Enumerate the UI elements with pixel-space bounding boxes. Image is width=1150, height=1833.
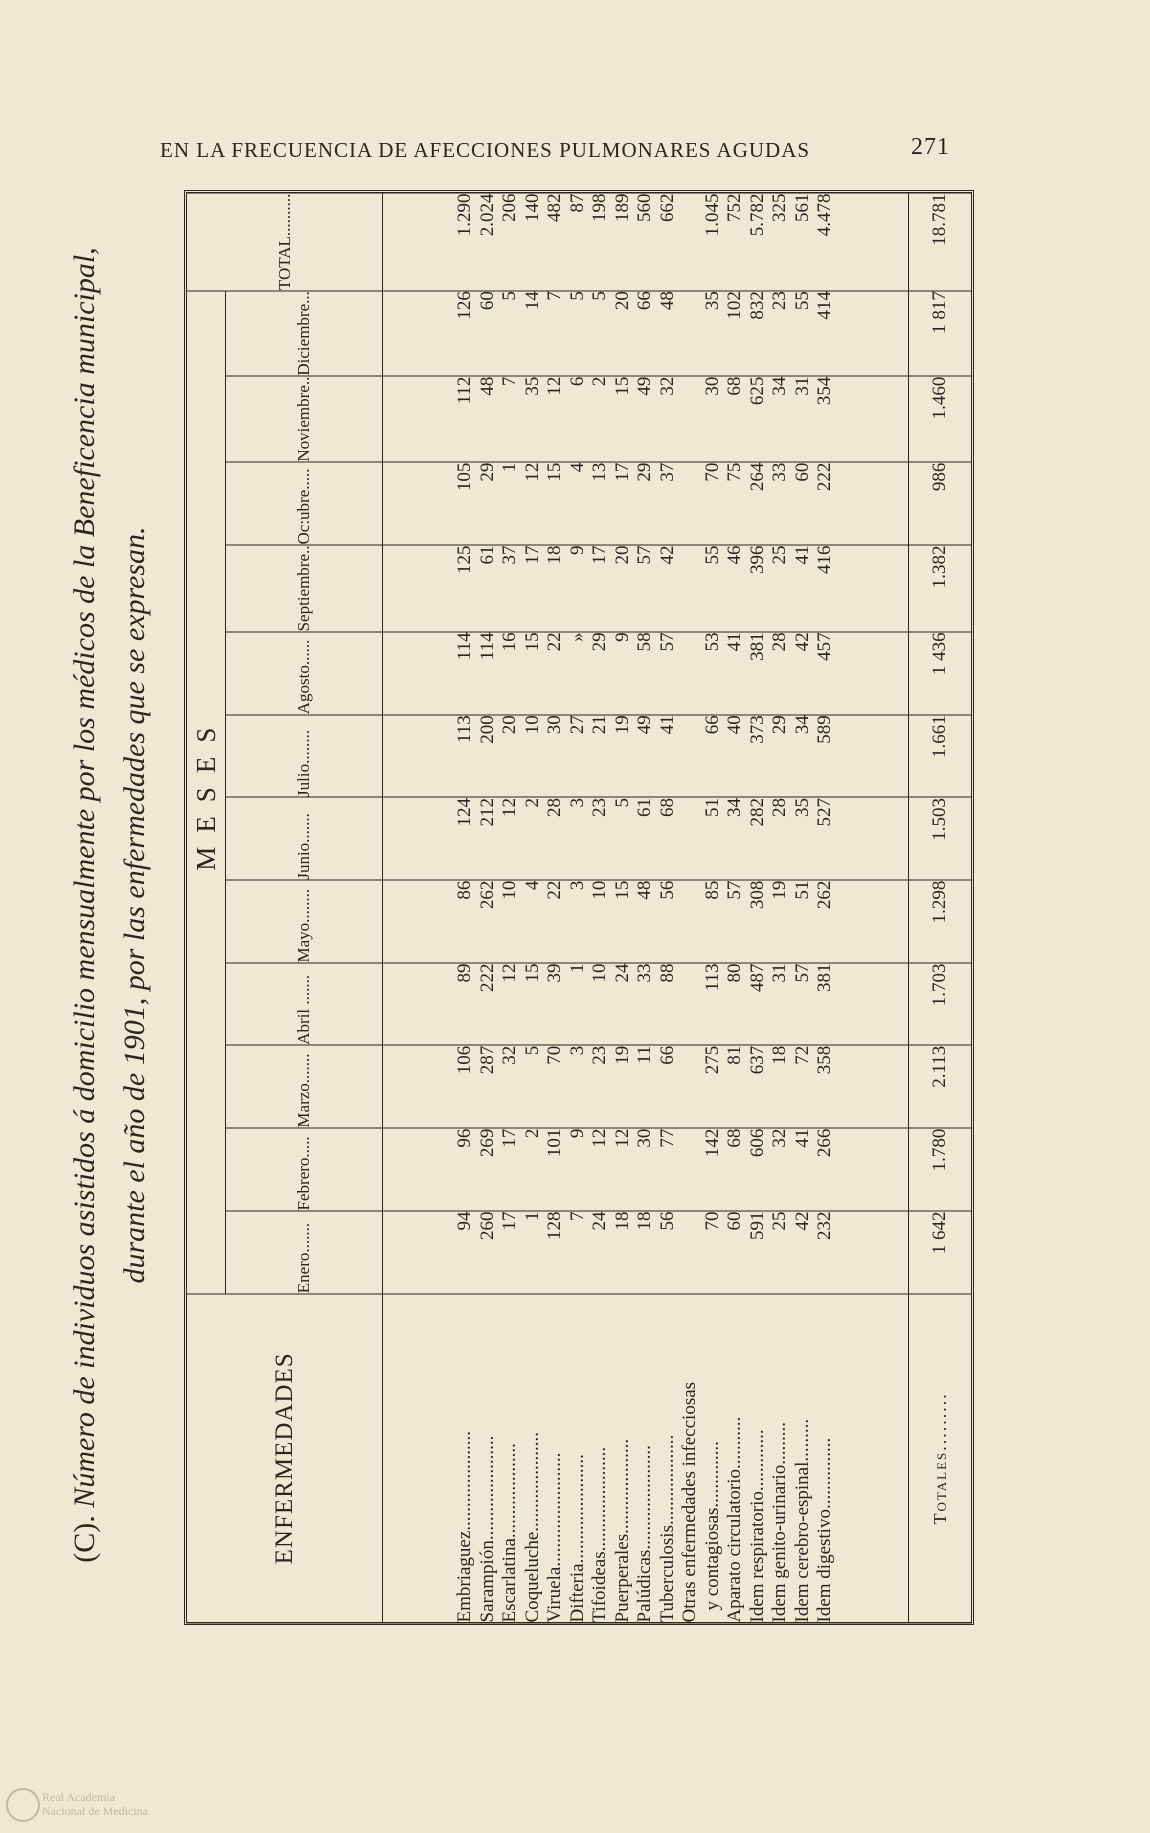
table-cell: 10 (589, 880, 611, 900)
table-cell: 13 (589, 462, 611, 482)
table-cell: 662 (656, 193, 678, 222)
table-cell: 354 (814, 376, 836, 405)
table-cell (679, 632, 702, 714)
table-cell: 18 (634, 1210, 656, 1230)
page-number: 271 (911, 134, 950, 160)
disease-label: Viruela........................ (544, 1452, 566, 1622)
table-cell: 21 (589, 714, 611, 734)
table-cell: 560 (634, 193, 656, 222)
disease-label: Idem cerebro-espinal......... (791, 1418, 813, 1622)
table-cell (679, 880, 702, 962)
disease-label: Tifoideas...................... (589, 1446, 611, 1622)
table-cell: 7 (566, 1210, 588, 1221)
table-cell: 140 (521, 193, 543, 222)
table-cell: 46 (724, 544, 746, 564)
month-header: Diciembre... (226, 290, 383, 376)
table-cell: 29 (634, 462, 656, 482)
table-cell (679, 1045, 702, 1127)
table-cell: 15 (611, 880, 633, 900)
table-cell: 396 (746, 544, 768, 574)
table-cell: 12 (521, 462, 543, 482)
table-cell: 1 (499, 462, 521, 472)
table-cell: 3 (566, 1045, 588, 1055)
table-cell: 61 (634, 797, 656, 817)
table-cell: 275 (701, 1045, 723, 1074)
table-cell: 32 (499, 1045, 521, 1065)
table-cell: 56 (656, 880, 678, 900)
table-cell: 113 (701, 963, 723, 991)
table-cell: 5 (566, 290, 588, 301)
table-cell (679, 963, 702, 1044)
table-cell: 66 (656, 1045, 678, 1065)
table-cell: 19 (611, 1045, 633, 1065)
table-cell: 86 (454, 880, 476, 900)
table-cell: 262 (476, 880, 498, 909)
table-cell (679, 376, 702, 461)
table-cell: 68 (724, 376, 746, 396)
table-cell: 3 (566, 880, 588, 890)
table-cell: 128 (544, 1210, 566, 1240)
table-cell: 282 (746, 797, 768, 826)
table-cell: 5.782 (746, 193, 768, 236)
disease-label: y contagiosas.............. (701, 1440, 723, 1610)
table-cell: 17 (499, 1210, 521, 1230)
table-cell: 752 (724, 193, 746, 222)
table-cell: 24 (611, 963, 633, 982)
table-cell: 5 (611, 797, 633, 807)
table-cell: 105 (454, 462, 476, 491)
month-column (383, 1128, 909, 1211)
table-cell: 325 (769, 193, 791, 222)
table-cell: 34 (724, 797, 746, 817)
table-cell: 23 (589, 1045, 611, 1065)
table-cell: 16 (499, 631, 521, 651)
month-total: 1.703 (909, 963, 972, 1045)
disease-label: Difteria....................... (566, 1453, 588, 1622)
table-cell: 23 (589, 797, 611, 817)
table-cell: 33 (769, 462, 791, 482)
table-cell: 222 (814, 462, 836, 491)
table-cell: 29 (476, 462, 498, 482)
month-total: 1 642 (909, 1210, 972, 1293)
table-cell: 30 (701, 376, 723, 396)
table-cell: 34 (791, 714, 813, 734)
table-cell: 106 (454, 1045, 476, 1074)
table-cell: 66 (701, 714, 723, 734)
table-cell: 42 (791, 1210, 813, 1230)
table-cell: 381 (814, 963, 836, 992)
caption-label: (C). (68, 1515, 101, 1563)
table-cell: 18 (544, 544, 566, 564)
table-cell: 57 (656, 631, 678, 651)
table-cell: 9 (566, 1128, 588, 1138)
table-cell: 457 (814, 631, 836, 661)
table-cell: 49 (634, 376, 656, 396)
table-cell: 34 (769, 376, 791, 396)
table-cell: 17 (499, 1128, 521, 1148)
academy-seal-icon (6, 1788, 40, 1822)
table-cell: 625 (746, 376, 768, 405)
table-cell: 57 (634, 544, 656, 564)
table-cell (679, 462, 702, 544)
table-cell: 37 (656, 462, 678, 482)
table-cell: 14 (521, 290, 543, 310)
table-cell: 3 (566, 797, 588, 807)
table-cell (679, 193, 702, 290)
table-cell: 260 (476, 1210, 498, 1240)
table-cell: 28 (544, 797, 566, 817)
table-cell: 5 (521, 1045, 543, 1055)
table-cell: 264 (746, 462, 768, 491)
table-cell: 262 (814, 880, 836, 909)
disease-label: Otras enfermedades infecciosas (679, 1381, 701, 1622)
table-cell: 20 (611, 544, 633, 564)
table-cell: 200 (476, 714, 498, 744)
table-cell: 68 (724, 1128, 746, 1148)
table-cell: 40 (724, 714, 746, 734)
table-cell: 561 (791, 193, 813, 222)
table-cell: 206 (499, 193, 521, 222)
month-header: Febrero..... (226, 1128, 383, 1211)
table-cell: 591 (746, 1210, 768, 1240)
table-cell: 23 (769, 290, 791, 310)
table-cell: 212 (476, 797, 498, 826)
table-cell: 7 (499, 376, 521, 386)
table-cell: 20 (499, 714, 521, 734)
table-cell: 60 (791, 462, 813, 482)
statistics-grid (186, 192, 972, 1623)
table-cell: 606 (746, 1128, 768, 1157)
table-cell: 17 (611, 462, 633, 482)
table-cell: 373 (746, 714, 768, 744)
month-column (383, 290, 909, 376)
month-column (383, 544, 909, 631)
table-cell: 4.478 (814, 193, 836, 236)
table-cell: 57 (724, 880, 746, 900)
table-cell: » (566, 631, 588, 642)
grand-total: 18.781 (909, 193, 972, 291)
table-cell: 96 (454, 1128, 476, 1148)
table-cell: 114 (454, 631, 476, 660)
table-cell: 12 (544, 376, 566, 396)
table-cell: 55 (791, 290, 813, 310)
month-total: 1.661 (909, 714, 972, 797)
statistics-table (184, 190, 974, 1625)
table-cell: 48 (634, 880, 656, 900)
table-cell: 48 (476, 376, 498, 396)
table-cell: 25 (769, 544, 791, 564)
month-column (383, 880, 909, 963)
table-cell: 482 (544, 193, 566, 222)
table-cell: 41 (656, 714, 678, 734)
month-header: Septiembre.. (226, 544, 383, 631)
table-cell: 15 (611, 376, 633, 396)
table-cell: 33 (634, 963, 656, 982)
header-enfermedades: ENFERMEDADES (187, 1293, 383, 1622)
disease-label: Embriaguez..................... (454, 1430, 476, 1622)
disease-label: Puerperales.................... (611, 1438, 633, 1622)
table-cell (679, 1128, 702, 1210)
table-cell: 358 (814, 1045, 836, 1074)
table-cell: 28 (769, 797, 791, 817)
table-cell: 269 (476, 1128, 498, 1157)
month-total: 1 817 (909, 290, 972, 376)
table-cell: 10 (499, 880, 521, 900)
table-cell: 42 (656, 544, 678, 564)
table-cell: 5 (499, 290, 521, 301)
month-header: Mayo........ (226, 880, 383, 963)
table-cell (679, 291, 702, 376)
table-cell: 30 (544, 714, 566, 734)
month-total: 1.382 (909, 544, 972, 631)
table-cell: 15 (521, 631, 543, 651)
table-cell: 60 (724, 1210, 746, 1230)
month-header: Junio....... (226, 797, 383, 880)
table-cell: 102 (724, 290, 746, 320)
month-total: 1.460 (909, 376, 972, 462)
table-cell: 41 (791, 1128, 813, 1148)
table-cell: 2 (521, 1128, 543, 1138)
table-cell: 832 (746, 290, 768, 320)
table-cell: 77 (656, 1128, 678, 1148)
month-header: Noviembre.. (226, 376, 383, 462)
table-cell: 66 (634, 290, 656, 310)
disease-label: Idem digestivo............... (814, 1437, 836, 1622)
table-cell: 9 (611, 631, 633, 642)
month-column (383, 1210, 909, 1293)
month-column (383, 714, 909, 797)
table-cell: 101 (544, 1128, 566, 1157)
month-header: Agosto...... (226, 631, 383, 714)
table-cell: 72 (791, 1045, 813, 1065)
table-cell: 12 (499, 963, 521, 982)
table-cell: 51 (791, 880, 813, 900)
table-cell: 222 (476, 963, 498, 992)
disease-label: Aparato circulatorio........... (724, 1416, 746, 1622)
table-cell: 5 (589, 290, 611, 301)
table-caption (60, 220, 170, 1590)
table-cell: 10 (589, 963, 611, 982)
table-cell: 22 (544, 880, 566, 900)
table-cell: 1 (521, 1210, 543, 1221)
table-cell: 29 (769, 714, 791, 734)
table-cell: 68 (656, 797, 678, 817)
table-cell (679, 1211, 702, 1293)
table-cell: 35 (701, 290, 723, 310)
table-cell: 527 (814, 797, 836, 826)
disease-label: Idem respiratorio............. (746, 1428, 768, 1622)
table-cell: 70 (544, 1045, 566, 1065)
table-cell: 53 (701, 631, 723, 651)
table-cell: 4 (566, 462, 588, 472)
table-cell: 70 (701, 462, 723, 482)
table-cell: 198 (589, 193, 611, 222)
header-meses: MESES (187, 290, 226, 1293)
month-header: Abril ....... (226, 963, 383, 1045)
table-cell: 7 (544, 290, 566, 301)
table-cell: 414 (814, 290, 836, 320)
table-cell: 124 (454, 797, 476, 826)
month-header: Enero....... (226, 1210, 383, 1293)
table-cell: 2 (589, 376, 611, 386)
table-cell: 2.024 (476, 193, 498, 236)
table-cell: 308 (746, 880, 768, 909)
table-cell: 232 (814, 1210, 836, 1240)
table-cell: 51 (701, 797, 723, 817)
table-cell: 70 (701, 1210, 723, 1230)
header-total: TOTAL.......... (187, 193, 383, 291)
table-cell: 88 (656, 963, 678, 982)
table-cell: 113 (454, 714, 476, 743)
disease-list (383, 1293, 909, 1622)
month-header: Julio........ (226, 714, 383, 797)
table-cell: 10 (521, 714, 543, 734)
month-header: Oc:ubre..... (226, 462, 383, 545)
month-total: 1.298 (909, 880, 972, 963)
table-cell: 85 (701, 880, 723, 900)
table-cell: 24 (589, 1210, 611, 1230)
table-cell: 80 (724, 963, 746, 982)
table-cell: 6 (566, 376, 588, 386)
watermark-line1: Real Academia (42, 1790, 115, 1804)
table-cell: 57 (791, 963, 813, 982)
total-column (383, 193, 909, 291)
table-cell: 41 (724, 631, 746, 651)
table-cell: 35 (791, 797, 813, 817)
table-cell: 35 (521, 376, 543, 396)
month-total: 1 436 (909, 631, 972, 714)
table-cell: 416 (814, 544, 836, 574)
table-cell: 126 (454, 290, 476, 320)
table-cell: 32 (656, 376, 678, 396)
table-cell: 25 (769, 1210, 791, 1230)
table-cell: 81 (724, 1045, 746, 1065)
table-cell: 61 (476, 544, 498, 564)
table-cell: 42 (791, 631, 813, 651)
month-column (383, 963, 909, 1045)
table-cell: 94 (454, 1210, 476, 1230)
disease-label: Palúdicas...................... (634, 1444, 656, 1622)
table-cell: 2 (521, 797, 543, 807)
month-total: 1.503 (909, 797, 972, 880)
table-cell: 18 (611, 1210, 633, 1230)
table-cell: 89 (454, 963, 476, 982)
table-cell: 142 (701, 1128, 723, 1157)
table-cell: 48 (656, 290, 678, 310)
table-cell: 28 (769, 631, 791, 651)
table-cell: 112 (454, 376, 476, 404)
table-cell: 12 (499, 797, 521, 817)
table-cell: 60 (476, 290, 498, 310)
month-column (383, 1045, 909, 1128)
table-cell: 1.045 (701, 193, 723, 236)
table-cell: 31 (769, 963, 791, 982)
month-total: 1.780 (909, 1128, 972, 1211)
table-cell: 20 (611, 290, 633, 310)
disease-label: Sarampión...................... (476, 1435, 498, 1622)
table-cell: 9 (566, 544, 588, 555)
table-cell: 37 (499, 544, 521, 564)
running-title: EN LA FRECUENCIA DE AFECCIONES PULMONARES AGUDAS (160, 138, 811, 162)
table-cell: 114 (476, 631, 498, 660)
table-cell: 15 (521, 963, 543, 982)
table-cell: 31 (791, 376, 813, 396)
table-cell: 58 (634, 631, 656, 651)
table-cell: 1.290 (454, 193, 476, 236)
table-cell: 19 (769, 880, 791, 900)
month-total: 2.113 (909, 1045, 972, 1128)
table-cell: 381 (746, 631, 768, 661)
disease-label: Tuberculosis................... (656, 1434, 678, 1622)
table-cell: 12 (611, 1128, 633, 1148)
table-cell: 1 (566, 963, 588, 973)
table-cell (679, 715, 702, 797)
table-cell: 49 (634, 714, 656, 734)
table-cell: 17 (521, 544, 543, 564)
table-cell: 30 (634, 1128, 656, 1148)
table-cell: 41 (791, 544, 813, 564)
table-cell: 29 (589, 631, 611, 651)
totals-label: Totales......... (909, 1293, 972, 1622)
table-cell: 27 (566, 714, 588, 734)
disease-label: Coqueluche..................... (521, 1431, 543, 1622)
table-cell: 39 (544, 963, 566, 982)
watermark-line2: Nacional de Medicina (42, 1804, 148, 1818)
table-cell: 17 (589, 544, 611, 564)
table-cell: 15 (544, 462, 566, 482)
table-cell: 266 (814, 1128, 836, 1157)
disease-label: Idem genito-urinario......... (769, 1421, 791, 1622)
month-total: 986 (909, 462, 972, 545)
library-watermark (6, 1786, 206, 1826)
month-column (383, 797, 909, 880)
disease-label: Escarlatina.................... (499, 1442, 521, 1622)
caption-text: Número de individuos asistidos á domicilio mensualmente por los médicos de la Beneficencia municipal, durante el año de 1901, por las enfermedades que se expresan. (68, 247, 151, 1508)
month-column (383, 462, 909, 545)
month-column (383, 631, 909, 714)
table-cell: 18 (769, 1045, 791, 1065)
table-cell (679, 545, 702, 631)
table-cell: 22 (544, 631, 566, 651)
table-cell: 32 (769, 1128, 791, 1148)
table-cell: 487 (746, 963, 768, 992)
table-cell: 12 (589, 1128, 611, 1148)
month-column (383, 376, 909, 462)
table-cell: 589 (814, 714, 836, 744)
table-cell: 19 (611, 714, 633, 734)
table-cell: 75 (724, 462, 746, 482)
table-cell: 125 (454, 544, 476, 574)
table-cell: 4 (521, 880, 543, 890)
table-cell: 287 (476, 1045, 498, 1074)
month-header: Marzo....... (226, 1045, 383, 1128)
table-cell: 11 (634, 1045, 656, 1064)
table-cell: 56 (656, 1210, 678, 1230)
table-cell: 637 (746, 1045, 768, 1074)
table-cell: 87 (566, 193, 588, 212)
table-cell: 55 (701, 544, 723, 564)
table-cell (679, 797, 702, 879)
table-cell: 189 (611, 193, 633, 222)
